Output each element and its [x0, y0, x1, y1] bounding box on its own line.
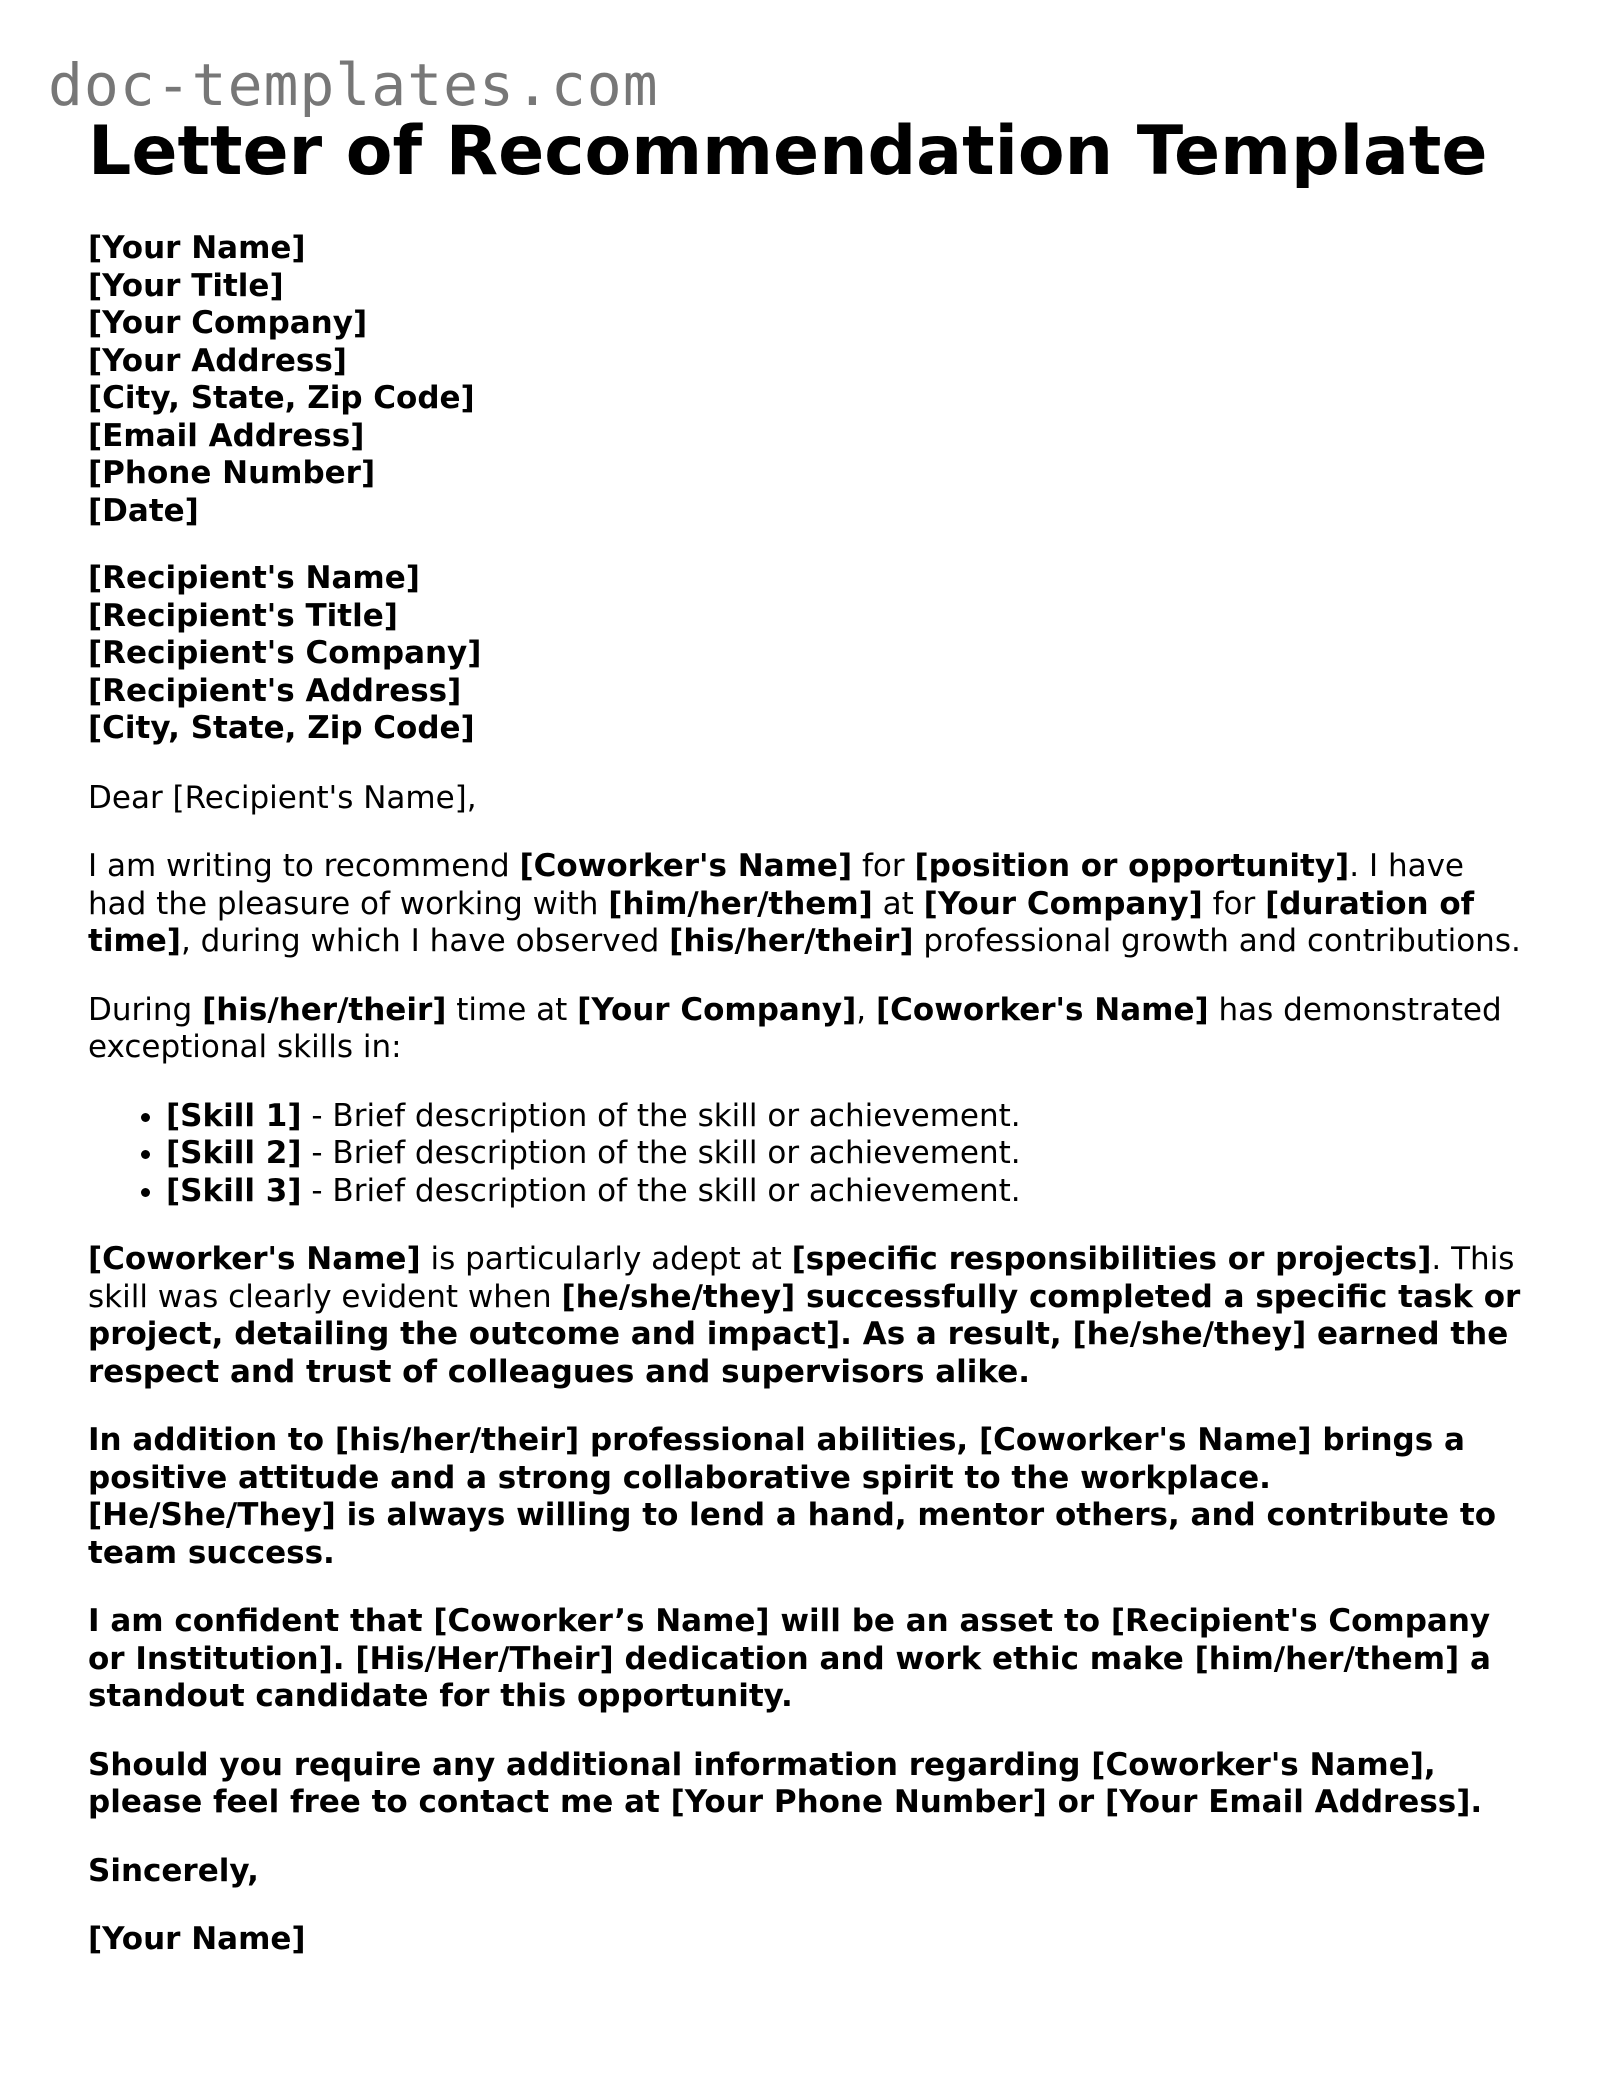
salutation: Dear [Recipient's Name], [88, 779, 477, 816]
skills-list [88, 1098, 1528, 1211]
recipient-name: [Recipient's Name] [88, 560, 420, 596]
text-run: I am writing to recommend [88, 848, 520, 884]
watermark: doc-templates.com [48, 51, 659, 119]
skill-name: [Skill 1] [166, 1097, 302, 1134]
placeholder-coworker-name: [Coworker's Name] [876, 991, 1209, 1028]
text-run: has demonstrated exceptional skills in: [88, 991, 1502, 1065]
text-run: professional growth and contributions. [913, 923, 1521, 959]
sender-name: [Your Name] [88, 230, 306, 266]
placeholder-example-outcome: [he/she/they] successfully completed a specific task or project, detailing the outcome and impact]. As a result, [he/she/they] earned the respect and trust of colleagues and supervisors alike. [88, 1278, 1521, 1390]
placeholder-company: [Your Company] [577, 991, 857, 1028]
recipient-title: [Recipient's Title] [88, 597, 398, 634]
placeholder-pronoun: [him/her/them] [608, 885, 873, 922]
placeholder-position: [position or opportunity] [914, 848, 1350, 884]
text-run: for [1202, 885, 1266, 922]
sender-title: [Your Title] [88, 267, 284, 304]
list-item [166, 1173, 1528, 1211]
letter-document [88, 112, 1528, 1959]
list-item [166, 1098, 1528, 1136]
recipient-address: [Recipient's Address] [88, 672, 462, 709]
list-item [166, 1135, 1528, 1173]
text-run: is particularly adept at [420, 1241, 792, 1277]
sender-company: [Your Company] [88, 305, 368, 341]
placeholder-responsibilities: [specific responsibilities or projects] [791, 1241, 1432, 1277]
placeholder-coworker-name: [Coworker's Name] [519, 848, 853, 884]
skill-description: - Brief description of the skill or achievement. [301, 1097, 1021, 1134]
text-run: During [88, 991, 203, 1028]
skill-description: - Brief description of the skill or achievement. [301, 1172, 1021, 1209]
paragraph-specific-example [88, 1241, 1528, 1391]
recipient-company: [Recipient's Company] [88, 635, 482, 671]
paragraph-intro [88, 848, 1528, 961]
paragraph-personal-qualities: In addition to [his/her/their] professional abilities, [Coworker's Name] brings a positive attitude and a strong collaborative spirit to the workplace. [He/She/They] is always willing to lend a hand, mentor others, and contribute to team success. [88, 1422, 1496, 1571]
paragraph-skills-intro [88, 992, 1528, 1067]
placeholder-duration: [duration of time] [88, 885, 1475, 959]
text-run: , during which I have observed [180, 923, 670, 959]
placeholder-pronoun: [his/her/their] [669, 923, 914, 959]
paragraph-confidence: I am confident that [Coworker’s Name] will be an asset to [Recipient's Company or Institution]. [His/Her/Their] dedication and work ethic make [him/her/them] a standout candidate for this opportunity. [88, 1603, 1491, 1714]
text-run: . I have had the pleasure of working with [88, 848, 1465, 922]
placeholder-pronoun: [his/her/their] [202, 991, 447, 1028]
placeholder-company: [Your Company] [923, 885, 1203, 922]
text-run: time at [446, 991, 578, 1028]
closing: Sincerely, [88, 1852, 259, 1889]
sender-email: [Email Address] [88, 417, 365, 454]
skill-description: - Brief description of the skill or achievement. [301, 1135, 1021, 1171]
sender-address-block [88, 230, 1528, 530]
text-run: . This skill was clearly evident when [88, 1241, 1515, 1315]
text-run: at [872, 885, 924, 922]
text-run: for [852, 848, 915, 884]
recipient-address-block [88, 560, 1528, 748]
skill-name: [Skill 3] [166, 1172, 302, 1209]
paragraph-contact: Should you require any additional information regarding [Coworker's Name], please feel free to contact me at [Your Phone Number] or [Your Email Address]. [88, 1746, 1483, 1820]
placeholder-coworker-name: [Coworker's Name] [88, 1241, 421, 1277]
letter-date: [Date] [88, 492, 199, 529]
sender-address: [Your Address] [88, 342, 347, 379]
page-title: Letter of Recommendation Template [88, 112, 1488, 191]
sender-city-state-zip: [City, State, Zip Code] [88, 380, 475, 416]
skill-name: [Skill 2] [166, 1135, 302, 1171]
recipient-city-state-zip: [City, State, Zip Code] [88, 710, 475, 746]
signature-name: [Your Name] [88, 1921, 306, 1957]
sender-phone: [Phone Number] [88, 455, 376, 491]
text-run: , [856, 991, 877, 1028]
